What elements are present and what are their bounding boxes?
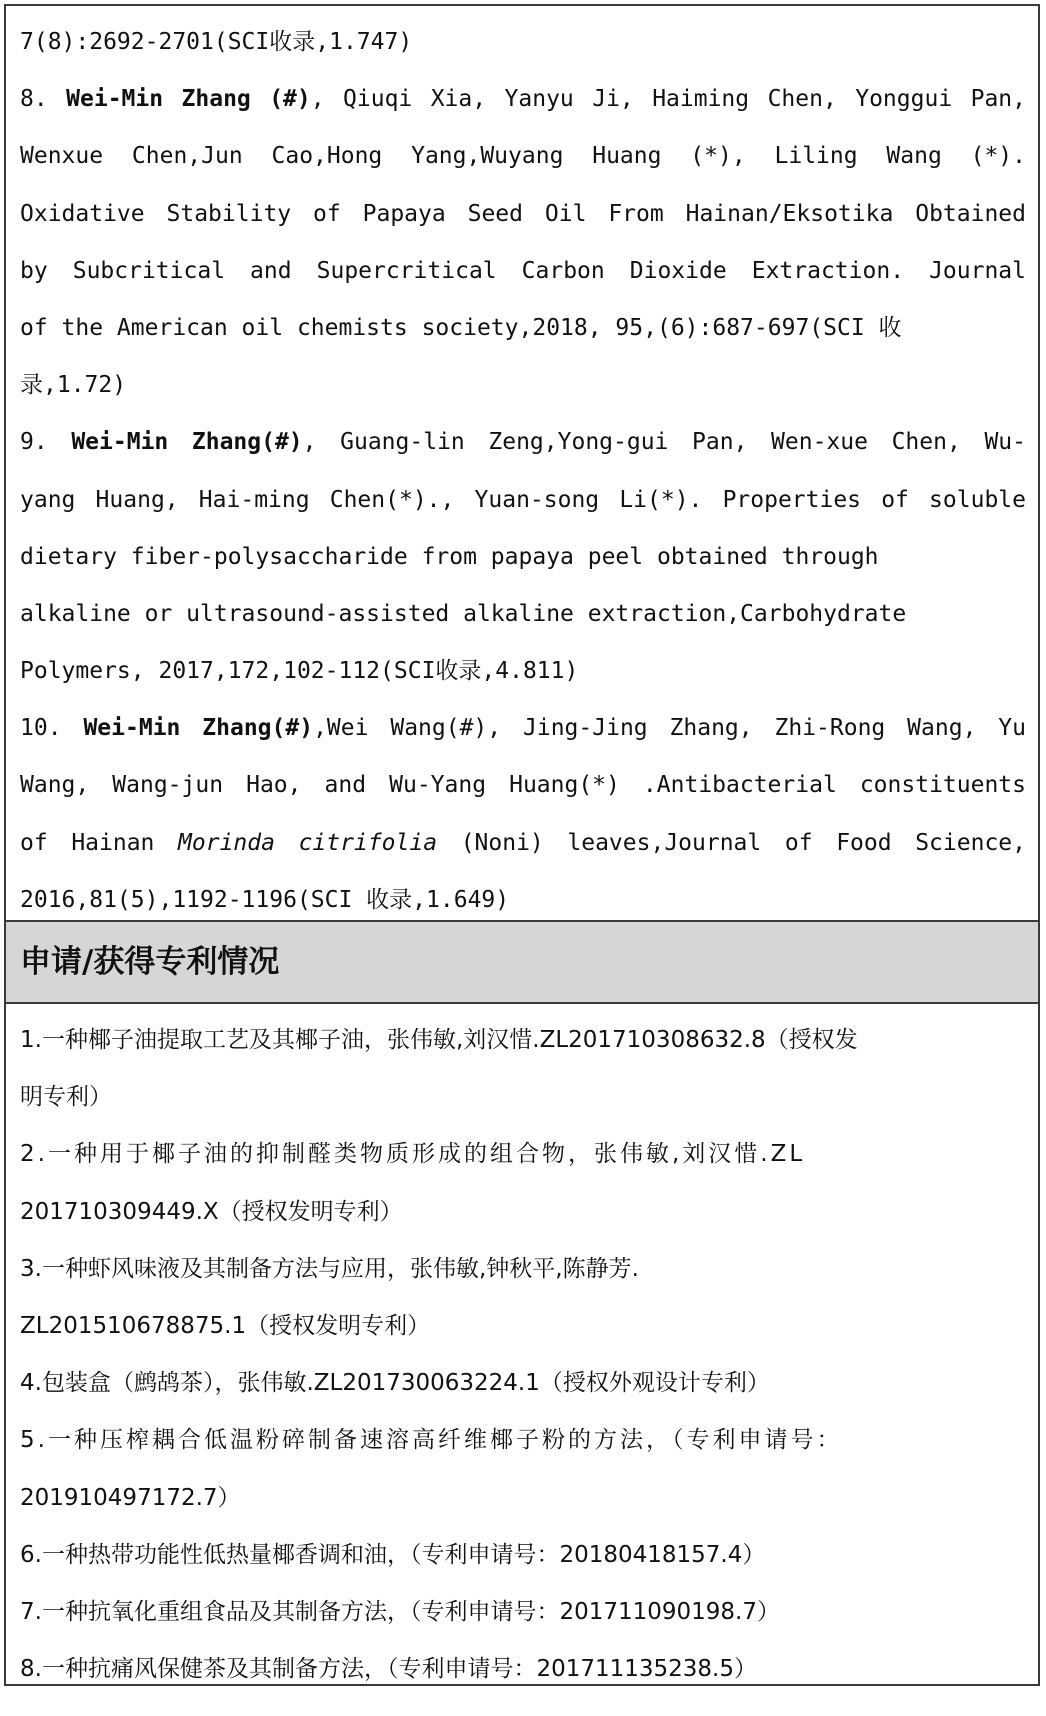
document-table bbox=[4, 4, 1040, 1686]
ref8-line1 bbox=[20, 71, 1026, 128]
ref9-line3: dietary fiber-polysaccharide from papaya peel obtained through bbox=[20, 543, 879, 570]
patent-1-line1: 1.一种椰子油提取工艺及其椰子油，张伟敏,刘汉惜.ZL201710308632.8（授权发 bbox=[20, 1027, 858, 1053]
patent-1-line2: 明专利） bbox=[20, 1084, 112, 1111]
ref8-line2: Wenxue Chen,Jun Cao,Hong Yang,Wuyang Huang (*), Liling Wang (*). bbox=[20, 143, 1026, 170]
patents-cell bbox=[6, 1004, 1038, 1684]
patent-3-line1: 3.一种虾风味液及其制备方法与应用，张伟敏,钟秋平,陈静芳. bbox=[20, 1255, 639, 1282]
ref8-line3: Oxidative Stability of Papaya Seed Oil From Hainan/Eksotika Obtained bbox=[20, 200, 1026, 227]
ref10-line3 bbox=[20, 815, 1026, 872]
patents-section-header: 申请/获得专利情况 bbox=[6, 922, 1038, 1004]
ref8-bold-author: Wei-Min Zhang (#) bbox=[66, 86, 311, 113]
ref9-number: 9. bbox=[20, 429, 48, 456]
ref10-line2: Wang, Wang-jun Hao, and Wu-Yang Huang(*) .Antibacterial constituents bbox=[20, 772, 1026, 799]
ref10-line3-post: (Noni) leaves,Journal of Food Science, bbox=[460, 829, 1026, 856]
patent-8: 8.一种抗痛风保健茶及其制备方法，（专利申请号：201711135238.5） bbox=[20, 1656, 757, 1683]
ref8-line5: of the American oil chemists society,2018, 95,(6):687-697(SCI 收 bbox=[20, 314, 902, 341]
patent-5-line2: 201910497172.7） bbox=[20, 1484, 241, 1511]
patent-4: 4.包装盒（鹧鸪茶），张伟敏.ZL201730063224.1（授权外观设计专利） bbox=[20, 1370, 770, 1397]
ref9-line4: alkaline or ultrasound-assisted alkaline extraction,Carbohydrate bbox=[20, 600, 907, 627]
ref9-bold-author: Wei-Min Zhang(#) bbox=[71, 429, 303, 456]
ref10-number: 10. bbox=[20, 715, 62, 742]
ref9-line1-rest: , Guang-lin Zeng,Yong-gui Pan, Wen-xue Chen, Wu- bbox=[302, 429, 1026, 456]
patent-5-line1: 5.一种压榨耦合低温粉碎制备速溶高纤维椰子粉的方法，（专利申请号： bbox=[20, 1427, 843, 1454]
ref8-number: 8. bbox=[20, 86, 48, 113]
ref9-line2: yang Huang, Hai-ming Chen(*)., Yuan-song Li(*). Properties of soluble bbox=[20, 486, 1026, 513]
ref10-line1-rest: ,Wei Wang(#), Jing-Jing Zhang, Zhi-Rong Wang, Yu bbox=[313, 715, 1026, 742]
patent-2-line1: 2.一种用于椰子油的抑制醛类物质形成的组合物，张伟敏,刘汉惜.ZL bbox=[20, 1141, 806, 1168]
ref10-line4: 2016,81(5),1192-1196(SCI 收录,1.649) bbox=[20, 886, 510, 913]
ref8-line6: 录,1.72) bbox=[20, 372, 127, 399]
ref9-line5: Polymers, 2017,172,102-112(SCI收录,4.811) bbox=[20, 658, 579, 685]
ref8-line4: by Subcritical and Supercritical Carbon Dioxide Extraction. Journal bbox=[20, 257, 1026, 284]
ref7-tail: 7(8):2692-2701(SCI收录,1.747) bbox=[20, 29, 413, 55]
patent-3-line2: ZL201510678875.1（授权发明专利） bbox=[20, 1312, 431, 1339]
patent-7: 7.一种抗氧化重组食品及其制备方法，（专利申请号：201711090198.7） bbox=[20, 1598, 780, 1625]
patent-6: 6.一种热带功能性低热量椰香调和油，（专利申请号：20180418157.4） bbox=[20, 1541, 766, 1568]
publications-cell bbox=[6, 6, 1038, 922]
ref10-bold-author: Wei-Min Zhang(#) bbox=[83, 715, 314, 742]
ref9-line1 bbox=[20, 414, 1026, 471]
ref10-line1 bbox=[20, 700, 1026, 757]
ref8-line1-rest: , Qiuqi Xia, Yanyu Ji, Haiming Chen, Yonggui Pan, bbox=[310, 86, 1026, 113]
patent-2-line2: 201710309449.X（授权发明专利） bbox=[20, 1198, 403, 1225]
ref10-line3-pre: of Hainan bbox=[20, 829, 155, 856]
ref10-species-name: Morinda citrifolia bbox=[178, 829, 438, 856]
